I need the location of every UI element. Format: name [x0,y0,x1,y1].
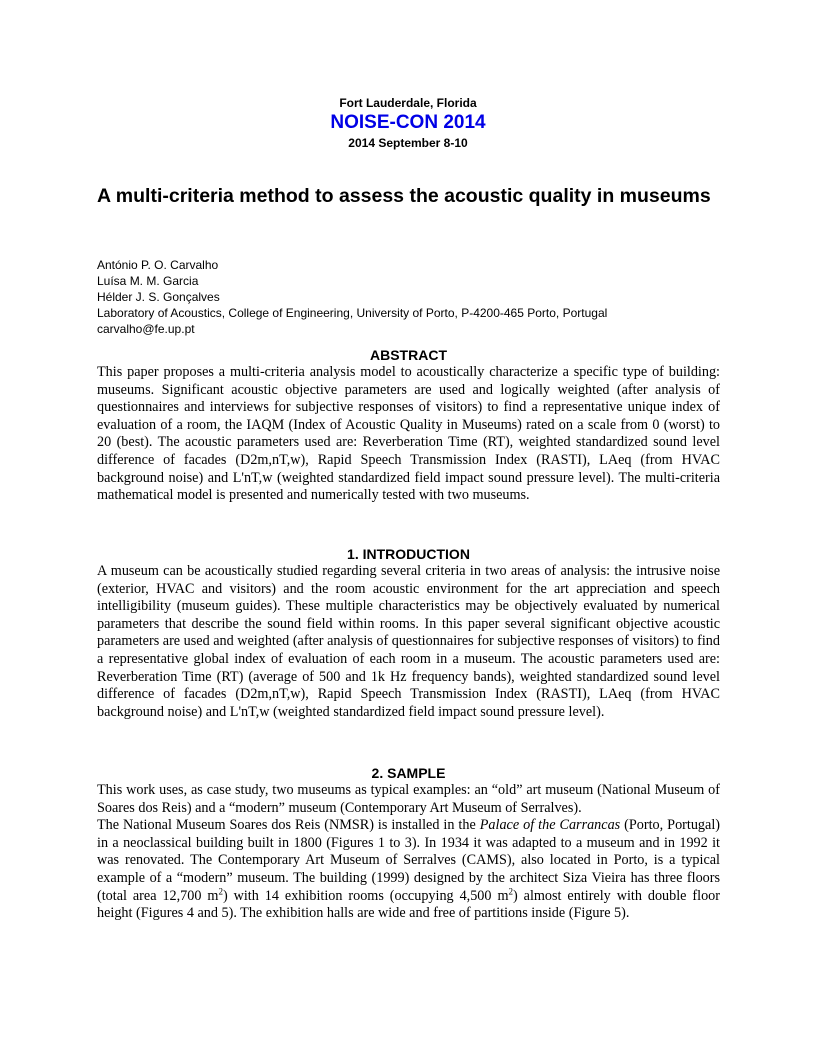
conference-location: Fort Lauderdale, Florida [339,96,477,110]
sample-paragraph-1: This work uses, as case study, two museums as typical examples: an “old” art museum (National Museum of Soares dos Reis) and a “modern” museum (Contemporary Art Museum of Serralves). [97,782,720,816]
author-name: Luísa M. M. Garcia [97,274,199,288]
introduction-text: A museum can be acoustically studied regarding several criteria in two areas of analysis: the intrusive noise (exterior, HVAC and visitors) and the room acoustic environment for the art appreciation and speech intelligibility (museum guides). These multiple characteristics may be objectively evaluated by numerical parameters that describe the sound field within rooms. In this paper several significant objective acoustic parameters are used and weighted (after analysis of questionnaires for subjective responses of visitors) to find a representative global index of evaluation of each room in a museum. The acoustic parameters used are: Reverberation Time (RT) (average of 500 and 1k Hz frequency bands), weighted standardized sound level difference of facades (D2m,nT,w), Rapid Speech Transmission Index (RASTI), LAeq (from HVAC background noise) and L'nT,w (weighted standardized field impact sound pressure level). [97,563,720,720]
sample-section [97,765,720,923]
abstract-section [97,347,720,505]
paper-title: A multi-criteria method to assess the acoustic quality in museums [97,185,711,207]
sample-text-run: ) with 14 exhibition rooms (occupying 4,500 m [222,887,509,904]
introduction-section [97,546,720,721]
abstract-text: This paper proposes a multi-criteria analysis model to acoustically characterize a specific type of building: museums. Significant acoustic objective parameters are used and logically weighted (after analysis of questionnaires and interviews for subjective responses of visitors) to find a representative unique index of evaluation of a room, the IAQM (Index of Acoustic Quality in Museums) rated on a scale from 0 (worst) to 20 (best). The acoustic parameters used are: Reverberation Time (RT), weighted standardized sound level difference of facades (D2m,nT,w), Rapid Speech Transmission Index (RASTI), LAeq (from HVAC background noise) and L'nT,w (weighted standardized field impact sound pressure level). The multi-criteria mathematical model is presented and numerically tested with two museums. [97,364,720,504]
superscript: 2 [508,885,513,896]
author-name: António P. O. Carvalho [97,258,219,272]
author-email: carvalho@fe.up.pt [97,322,195,336]
sample-text-run: ) almost entirely with double floor height (Figures 4 and 5). The exhibition halls are wide and free of partitions inside (Figure 5). [97,887,721,922]
superscript: 2 [218,885,223,896]
sample-text-run: (Porto, Portugal) in a neoclassical building built in 1800 (Figures 1 to 3). In 1934 it was adapted to a museum and in 1992 it was renovated. The Contemporary Art Museum of Serralves (CAMS), also located in Porto, is a typical example of a “modern” museum. The building (1999) designed by the architect Siza Vieira has three floors (total area 12,700 m [97,817,720,904]
author-affiliation: Laboratory of Acoustics, College of Engineering, University of Porto, P-4200-465 Porto, Portugal [97,306,608,320]
sample-heading: 2. SAMPLE [371,765,446,781]
author-name: Hélder J. S. Gonçalves [97,290,220,304]
sample-paragraph-2 [97,817,720,923]
introduction-heading: 1. INTRODUCTION [347,546,470,562]
palace-name: Palace of the Carrancas [479,817,621,834]
abstract-heading: ABSTRACT [370,347,447,363]
sample-text-run: The National Museum Soares dos Reis (NMSR) is installed in the [97,817,480,834]
conference-name: NOISE-CON 2014 [330,112,486,133]
author-block [97,257,737,337]
conference-dates: 2014 September 8-10 [348,136,468,150]
